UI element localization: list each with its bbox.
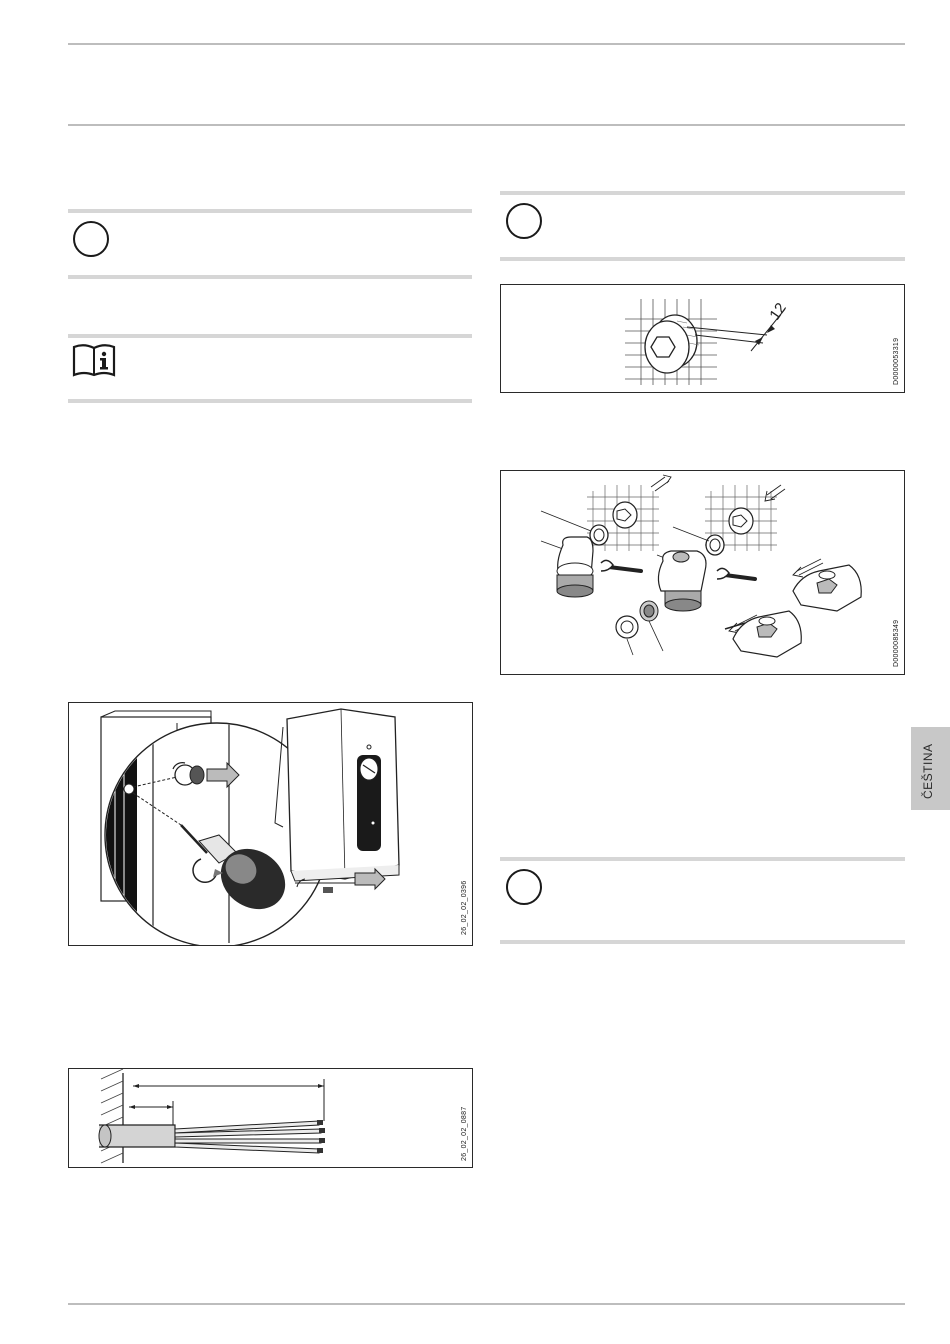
figure-code: 26_02_02_0396 [461,880,468,935]
manual-info-icon [72,343,116,377]
footer-rule [68,1303,905,1305]
figure-code: 26_02_02_0887 [461,1106,468,1161]
figure-code: D0000085349 [893,619,900,667]
note-circle-icon [506,869,542,905]
header-rule-top [68,43,905,45]
header-rule-bottom [68,124,905,126]
note-top-bar [500,191,905,195]
note-bottom-bar [500,257,905,261]
figure-code: D0000053319 [893,337,900,385]
note-bottom-bar [500,940,905,944]
language-tab-label: ČEŠTINA [921,743,935,799]
language-tab[interactable] [911,727,950,810]
fittings-figure [500,470,905,675]
note-top-bar [68,209,472,213]
cover-screw-figure [68,702,473,946]
note-circle-icon [506,203,542,239]
info-top-bar [68,334,472,338]
cable-stripping-figure [68,1068,473,1168]
info-bottom-bar [68,399,472,403]
dimension-label: 12 [766,299,790,324]
note-bottom-bar [68,275,472,279]
note-circle-icon [73,221,109,257]
wall-grid-figure [500,284,905,393]
note-top-bar [500,857,905,861]
